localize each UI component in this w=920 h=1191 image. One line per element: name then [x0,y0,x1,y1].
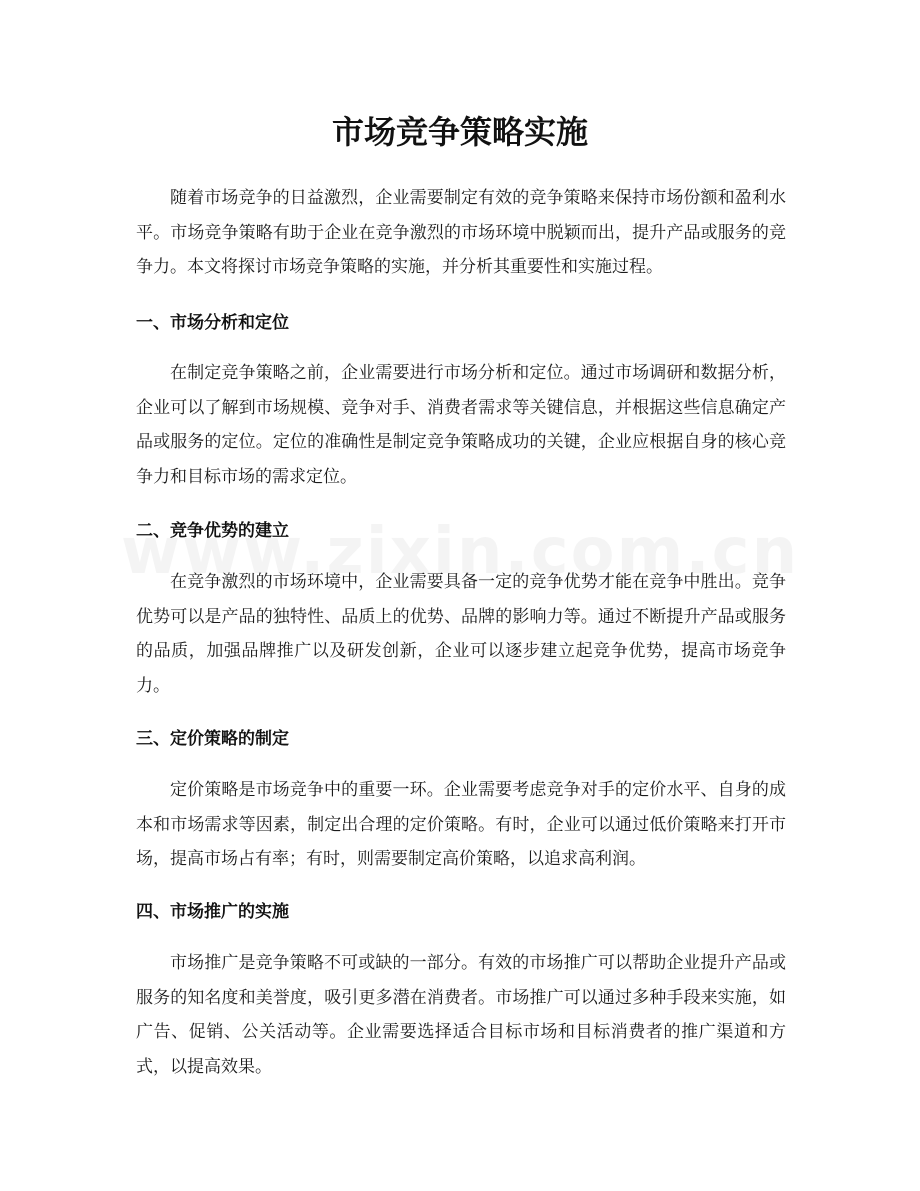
section-heading-2: 二、竞争优势的建立 [136,521,289,541]
section-heading-1: 一、市场分析和定位 [136,313,289,333]
section-heading-4: 四、市场推广的实施 [136,902,289,922]
section-body-3: 定价策略是市场竞争中的重要一环。企业需要考虑竞争对手的定价水平、自身的成本和市场需求等因素，制定出合理的定价策略。有时，企业可以通过低价策略来打开市场，提高市场占有率；有时，则需要制定高价策略，以追求高利润。 [136,780,786,869]
page-title: 市场竞争策略实施 [331,113,588,151]
intro-paragraph: 随着市场竞争的日益激烈，企业需要制定有效的竞争策略来保持市场份额和盈利水平。市场竞争策略有助于企业在竞争激烈的市场环境中脱颖而出，提升产品或服务的竞争力。本文将探讨市场竞争策略的实施，并分析其重要性和实施过程。 [136,188,786,277]
section-body-1: 在制定竞争策略之前，企业需要进行市场分析和定位。通过市场调研和数据分析，企业可以了解到市场规模、竞争对手、消费者需求等关键信息，并根据这些信息确定产品或服务的定位。定位的准确性是制定竞争策略成功的关键，企业应根据自身的核心竞争力和目标市场的需求定位。 [136,363,786,487]
section-heading-3: 三、定价策略的制定 [136,729,289,749]
section-body-2: 在竞争激烈的市场环境中，企业需要具备一定的竞争优势才能在竞争中胜出。竞争优势可以是产品的独特性、品质上的优势、品牌的影响力等。通过不断提升产品或服务的品质，加强品牌推广以及研发创新，企业可以逐步建立起竞争优势，提高市场竞争力。 [136,572,786,696]
section-body-4: 市场推广是竞争策略不可或缺的一部分。有效的市场推广可以帮助企业提升产品或服务的知名度和美誉度，吸引更多潜在消费者。市场推广可以通过多种手段来实施，如广告、促销、公关活动等。企业需要选择适合目标市场和目标消费者的推广渠道和方式，以提高效果。 [136,953,786,1077]
